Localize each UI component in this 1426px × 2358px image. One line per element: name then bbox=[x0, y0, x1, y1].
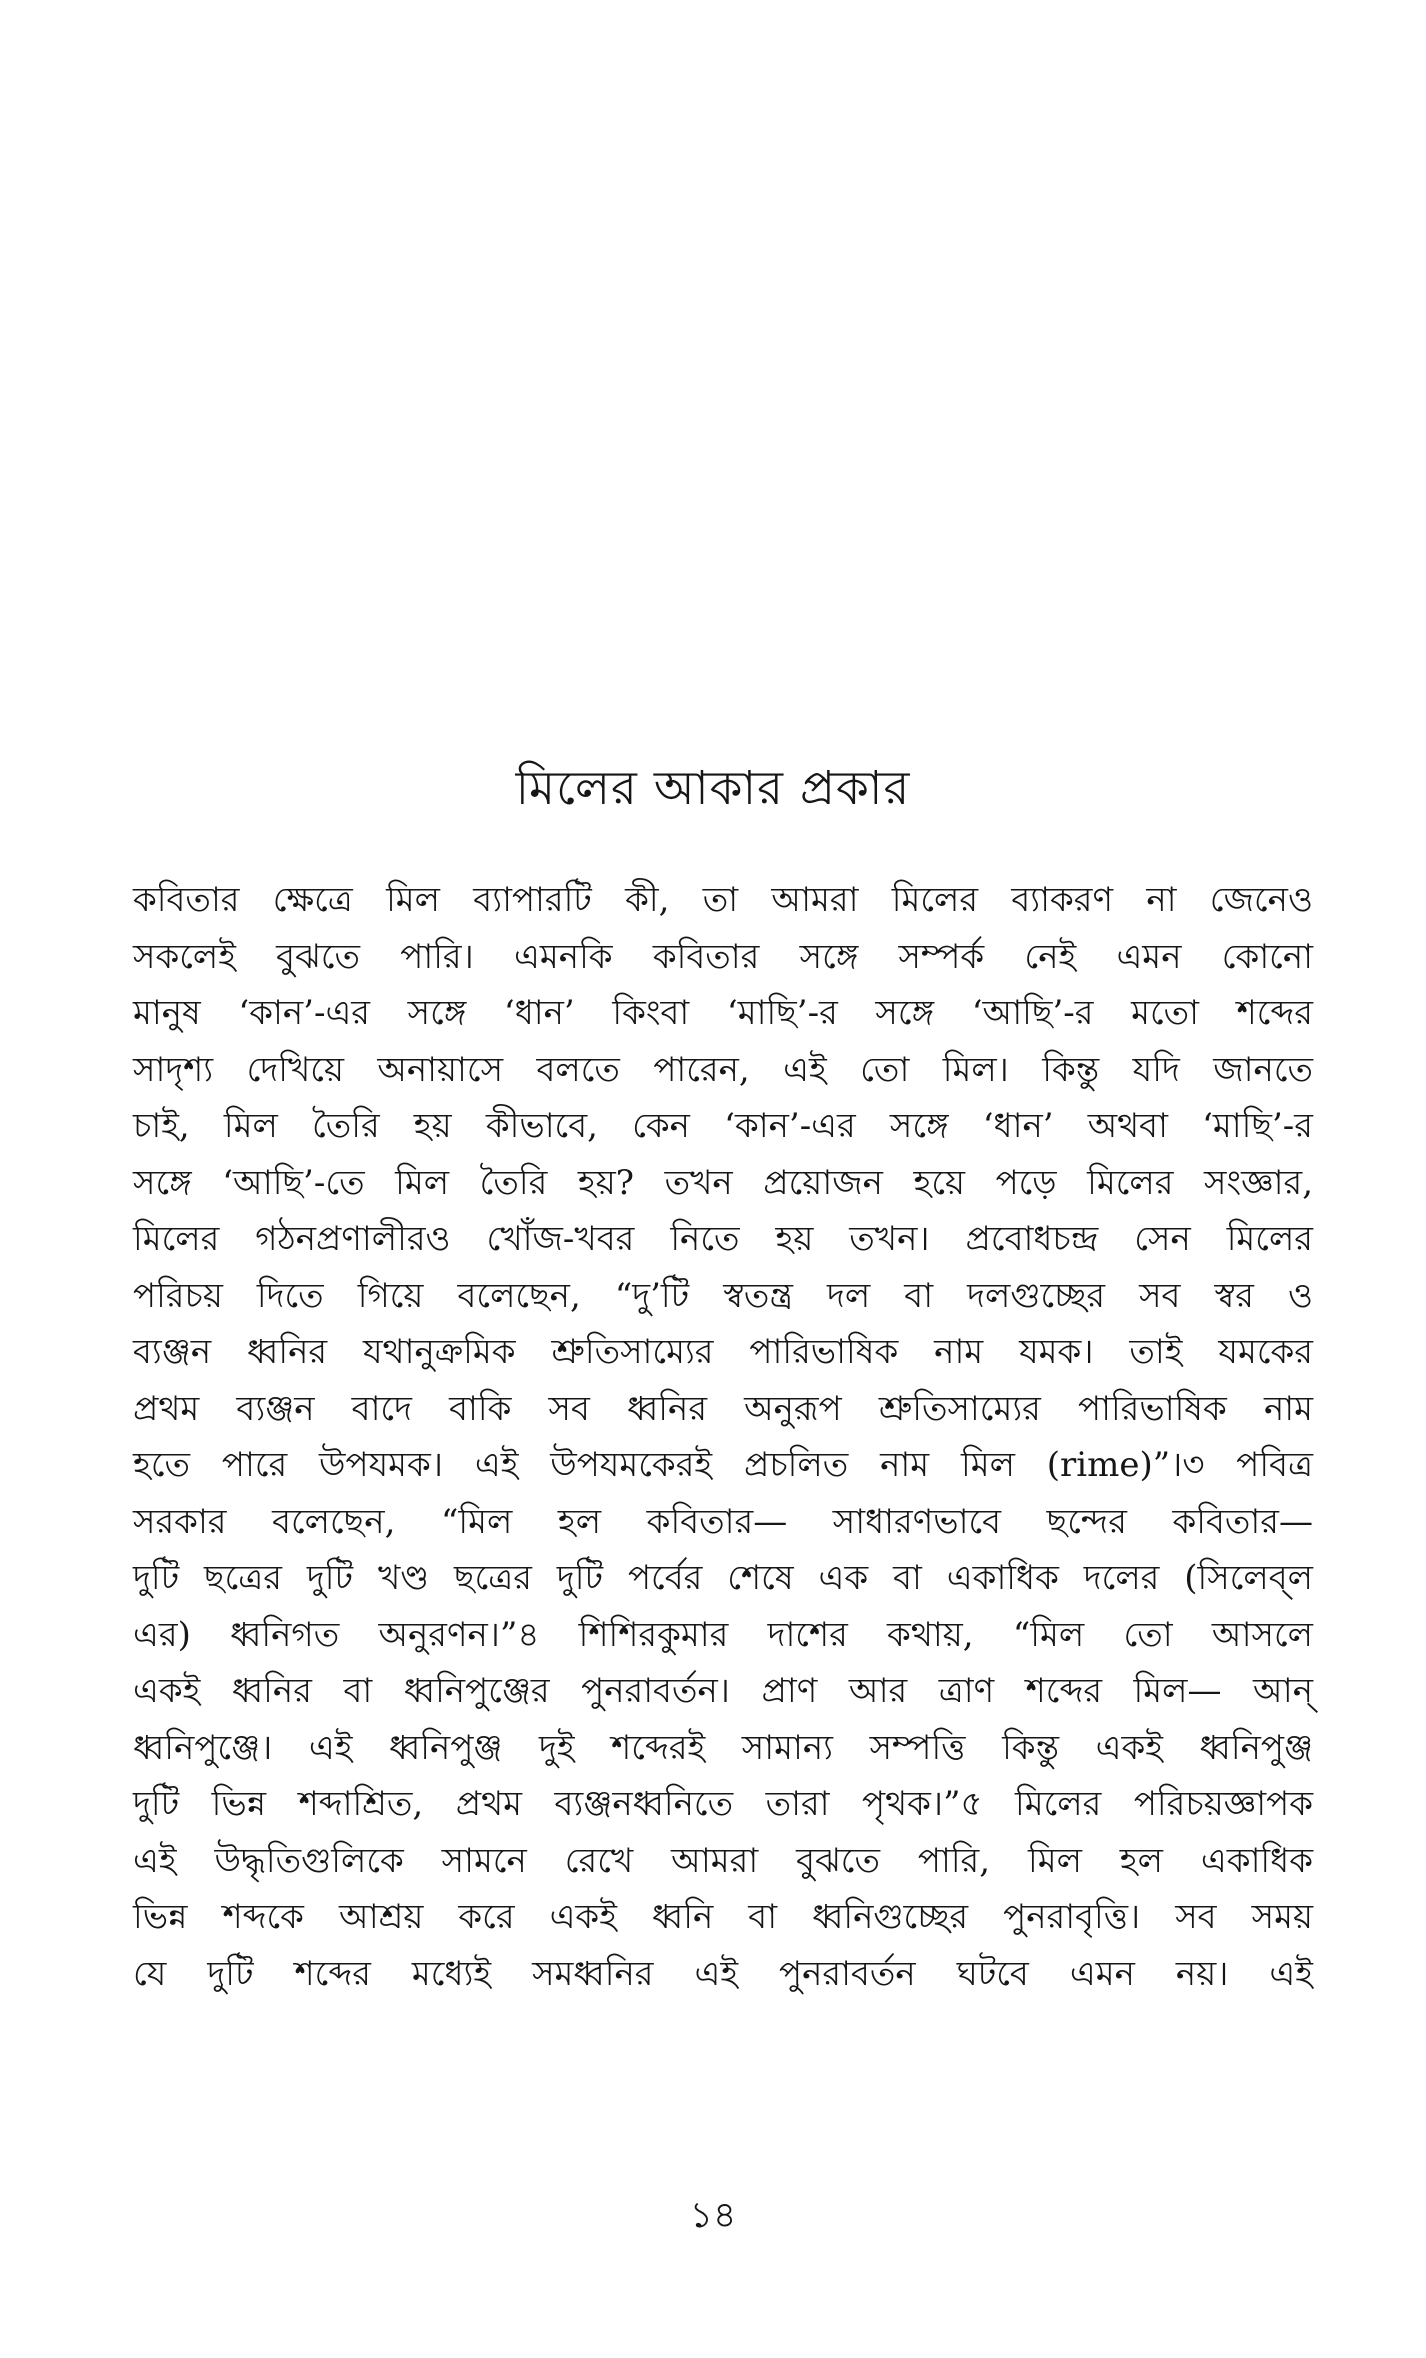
text-line: পরিচয় দিতে গিয়ে বলেছেন, “দু’টি স্বতন্ত্র দল বা দলগুচ্ছের সব স্বর ও bbox=[133, 1275, 1313, 1316]
text-line: মিলের গঠনপ্রণালীরও খোঁজ-খবর নিতে হয় তখন। প্রবোধচন্দ্র সেন মিলের bbox=[133, 1219, 1313, 1259]
text-line: ভিন্ন শব্দকে আশ্রয় করে একই ধ্বনি বা ধ্বনিগুচ্ছের পুনরাবৃত্তি। সব সময় bbox=[133, 1897, 1313, 1937]
text-line: চাই, মিল তৈরি হয় কীভাবে, কেন ‘কান’-এর সঙ্গে ‘ধান’ অথবা ‘মাছি’-র bbox=[133, 1106, 1313, 1146]
text-line: দুটি ভিন্ন শব্দাশ্রিত, প্রথম ব্যঞ্জনধ্বনিতে তারা পৃথক।”৫ মিলের পরিচয়জ্ঞাপক bbox=[133, 1784, 1313, 1824]
text-line: সকলেই বুঝতে পারি। এমনকি কবিতার সঙ্গে সম্পর্ক নেই এমন কোনো bbox=[133, 936, 1313, 977]
text-line: প্রথম ব্যঞ্জন বাদে বাকি সব ধ্বনির অনুরূপ শ্রুতিসাম্যের পারিভাষিক নাম bbox=[133, 1388, 1313, 1429]
text-line: যে দুটি শব্দের মধ্যেই সমধ্বনির এই পুনরাবর্তন ঘটবে এমন নয়। এই bbox=[133, 1953, 1313, 1994]
text-line: এর) ধ্বনিগত অনুরণন।”৪ শিশিরকুমার দাশের কথায়, “মিল তো আসলে bbox=[133, 1614, 1313, 1655]
text-line: হতে পারে উপযমক। এই উপযমকেরই প্রচলিত নাম মিল (rime)”।৩ পবিত্র bbox=[133, 1445, 1313, 1485]
chapter-title: মিলের আকার প্রকার bbox=[515, 761, 911, 816]
text-line: ব্যঞ্জন ধ্বনির যথানুক্রমিক শ্রুতিসাম্যের পারিভাষিক নাম যমক। তাই যমকের bbox=[133, 1332, 1313, 1372]
text-line: কবিতার ক্ষেত্রে মিল ব্যাপারটি কী, তা আমরা মিলের ব্যাকরণ না জেনেও bbox=[133, 880, 1313, 920]
text-line: ধ্বনিপুঞ্জে। এই ধ্বনিপুঞ্জ দুই শব্দেরই সামান্য সম্পত্তি কিন্তু একই ধ্বনিপুঞ্জ bbox=[133, 1727, 1313, 1768]
text-line: সঙ্গে ‘আছি’-তে মিল তৈরি হয়? তখন প্রয়োজন হয়ে পড়ে মিলের সংজ্ঞার, bbox=[133, 1162, 1313, 1203]
text-line: একই ধ্বনির বা ধ্বনিপুঞ্জের পুনরাবর্তন। প্রাণ আর ত্রাণ শব্দের মিল— আন্ bbox=[133, 1671, 1313, 1711]
page-number: ১৪ bbox=[689, 2195, 737, 2236]
text-line: মানুষ ‘কান’-এর সঙ্গে ‘ধান’ কিংবা ‘মাছি’-র সঙ্গে ‘আছি’-র মতো শব্দের bbox=[133, 993, 1313, 1033]
text-line: সাদৃশ্য দেখিয়ে অনায়াসে বলতে পারেন, এই তো মিল। কিন্তু যদি জানতে bbox=[133, 1049, 1313, 1090]
text-line: এই উদ্ধৃতিগুলিকে সামনে রেখে আমরা বুঝতে পারি, মিল হল একাধিক bbox=[133, 1840, 1313, 1881]
text-line: সরকার বলেছেন, “মিল হল কবিতার— সাধারণভাবে ছন্দের কবিতার— bbox=[133, 1501, 1313, 1542]
body-paragraph bbox=[133, 872, 1313, 2002]
text-line: দুটি ছত্রের দুটি খণ্ড ছত্রের দুটি পর্বের শেষে এক বা একাধিক দলের (সিলেব্‌ল bbox=[133, 1558, 1313, 1598]
